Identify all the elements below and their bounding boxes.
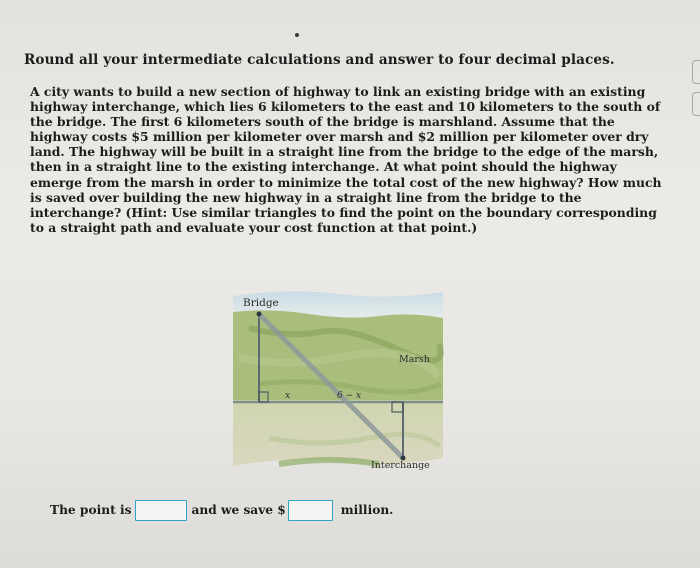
side-control-bottom bbox=[692, 92, 700, 116]
problem-statement: A city wants to build a new section of highway to link an existing bridge with an existing highway interchange, which lies 6 kilometers to the east and 10 kilometers to the south of the bridge. The first 6 kilometers south of the bridge is marshland. Assume that the highway costs $5 million per kilometer over marsh and $2 million per kilometer over dry land. The highway will be built in a straight line from the bridge to the edge of the marsh, then in a straight line to the existing interchange. At what point should the highway emerge from the marsh in order to minimize the total cost of the new highway? How much is saved over building the new highway in a straight line from the bridge to the interchange? (Hint: Use similar triangles to find the point on the boundary corresponding to a straight path and evaluate your cost function at that point.) bbox=[30, 84, 662, 235]
decorative-dot bbox=[295, 33, 299, 37]
units-label: million. bbox=[340, 503, 394, 517]
marsh-label: Marsh bbox=[399, 354, 430, 365]
point-label: The point is bbox=[50, 503, 132, 517]
six-minus-x-label: 6 − x bbox=[337, 391, 362, 401]
point-input[interactable] bbox=[135, 500, 187, 521]
highway-figure bbox=[229, 288, 447, 478]
side-control-top bbox=[692, 60, 700, 84]
savings-input[interactable] bbox=[288, 500, 333, 521]
x-label: x bbox=[285, 391, 291, 401]
answer-row bbox=[50, 498, 393, 522]
bridge-label: Bridge bbox=[243, 297, 279, 309]
interchange-label: Interchange bbox=[371, 460, 430, 471]
highway-diagram bbox=[229, 288, 447, 478]
instruction-text: Round all your intermediate calculations and answer to four decimal places. bbox=[24, 52, 615, 68]
bridge-point bbox=[257, 312, 262, 317]
savings-label: and we save $ bbox=[191, 503, 286, 517]
